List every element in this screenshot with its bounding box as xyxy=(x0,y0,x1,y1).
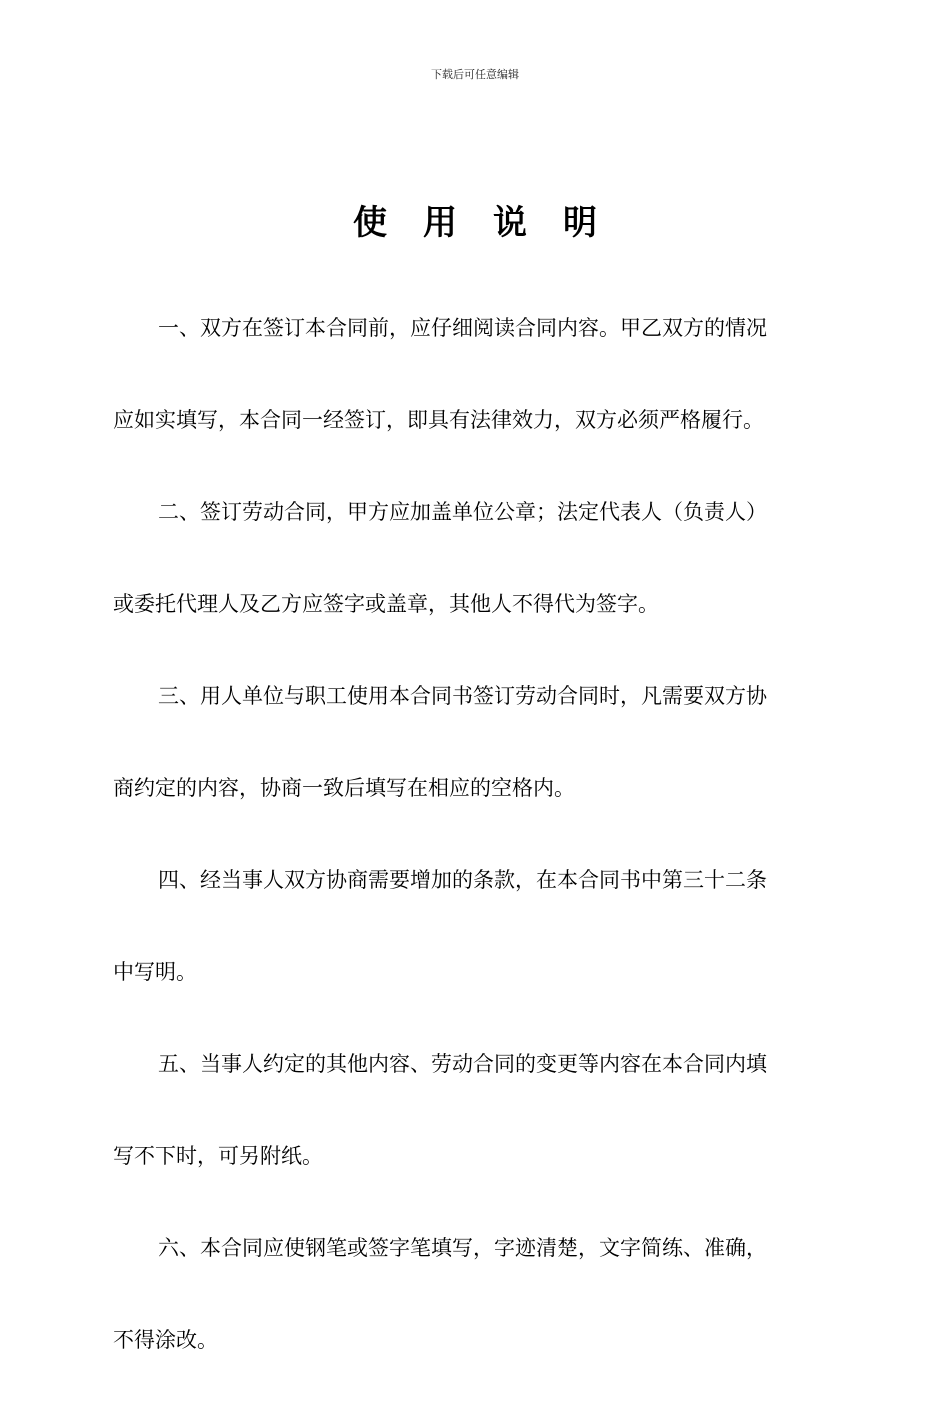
instruction-line: 应如实填写，本合同一经签订，即具有法律效力，双方必须严格履行。 xyxy=(113,408,764,432)
instruction-item-3 xyxy=(113,674,813,810)
instruction-item-1 xyxy=(113,306,813,442)
instruction-line: 商约定的内容，协商一致后填写在相应的空格内。 xyxy=(113,776,575,800)
document-title: 使用说明 xyxy=(353,203,633,243)
instruction-list xyxy=(113,306,813,1410)
instruction-line: 四、经当事人双方协商需要增加的条款，在本合同书中第三十二条 xyxy=(158,868,767,892)
instruction-line: 不得涂改。 xyxy=(113,1328,218,1352)
instruction-item-4 xyxy=(113,858,813,994)
instruction-line: 五、当事人约定的其他内容、劳动合同的变更等内容在本合同内填 xyxy=(158,1052,767,1076)
header-note: 下载后可任意编辑 xyxy=(431,68,519,81)
instruction-line: 一、双方在签订本合同前，应仔细阅读合同内容。甲乙双方的情况 xyxy=(158,316,767,340)
instruction-item-6 xyxy=(113,1226,813,1362)
instruction-line: 中写明。 xyxy=(113,960,197,984)
instruction-line: 三、用人单位与职工使用本合同书签订劳动合同时，凡需要双方协 xyxy=(158,684,767,708)
instruction-line: 或委托代理人及乙方应签字或盖章，其他人不得代为签字。 xyxy=(113,592,659,616)
instruction-item-5 xyxy=(113,1042,813,1178)
instruction-item-2 xyxy=(113,490,813,626)
instruction-line: 二、签订劳动合同，甲方应加盖单位公章；法定代表人（负责人） xyxy=(158,500,767,524)
instruction-line: 写不下时，可另附纸。 xyxy=(113,1144,323,1168)
instruction-line: 六、本合同应使钢笔或签字笔填写，字迹清楚，文字简练、准确， xyxy=(158,1236,767,1260)
